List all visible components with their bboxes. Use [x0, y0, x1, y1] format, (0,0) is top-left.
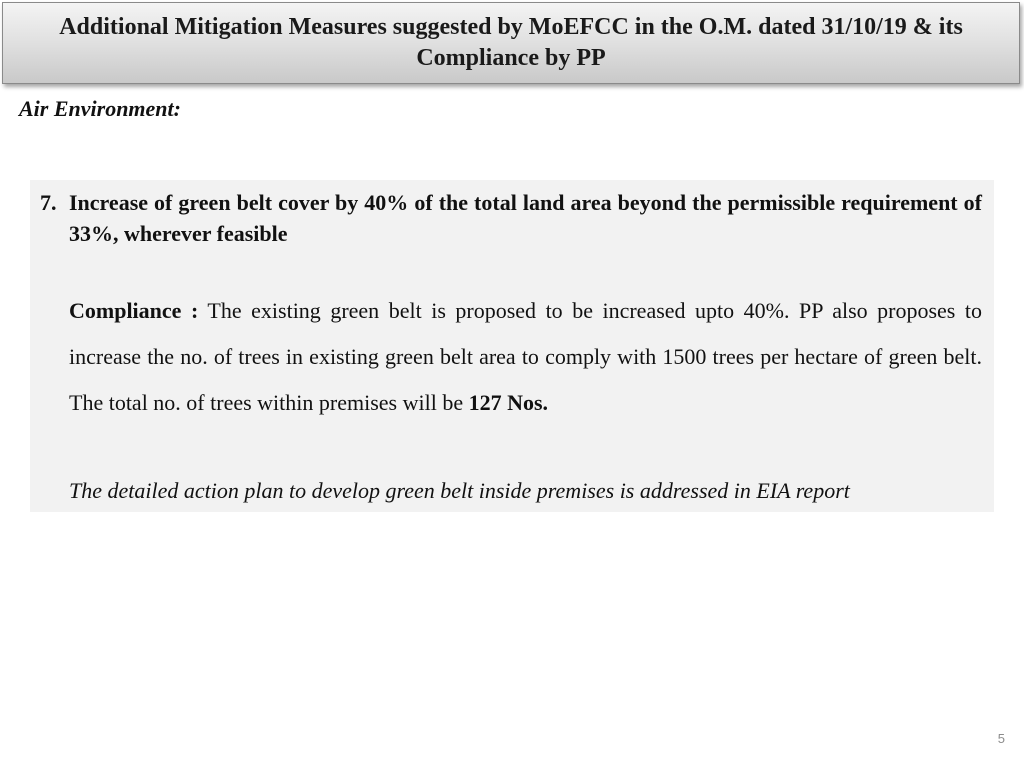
- tree-count: 127 Nos.: [468, 390, 549, 415]
- compliance-label: Compliance :: [69, 298, 199, 323]
- title-bar: [2, 2, 1020, 84]
- page-number: 5: [997, 731, 1005, 746]
- compliance-paragraph: [69, 288, 982, 426]
- eia-note: The detailed action plan to develop green belt inside premises is addressed in EIA report: [69, 478, 850, 503]
- measure-text: Increase of green belt cover by 40% of the total land area beyond the permissible requirement of 33%, wherever feasible: [69, 190, 982, 246]
- content-box: [30, 180, 994, 512]
- compliance-text: The existing green belt is proposed to be increased upto 40%. PP also proposes to increase the no. of trees in existing green belt area to comply with 1500 trees per hectare of green belt. The total no. of trees within premises will be: [69, 298, 982, 415]
- measure-number: 7.: [40, 190, 57, 215]
- section-heading: Air Environment:: [19, 96, 181, 121]
- measure-item: [40, 187, 982, 249]
- slide-title: Additional Mitigation Measures suggested by MoEFCC in the O.M. dated 31/10/19 & its Compliance by PP: [59, 14, 963, 71]
